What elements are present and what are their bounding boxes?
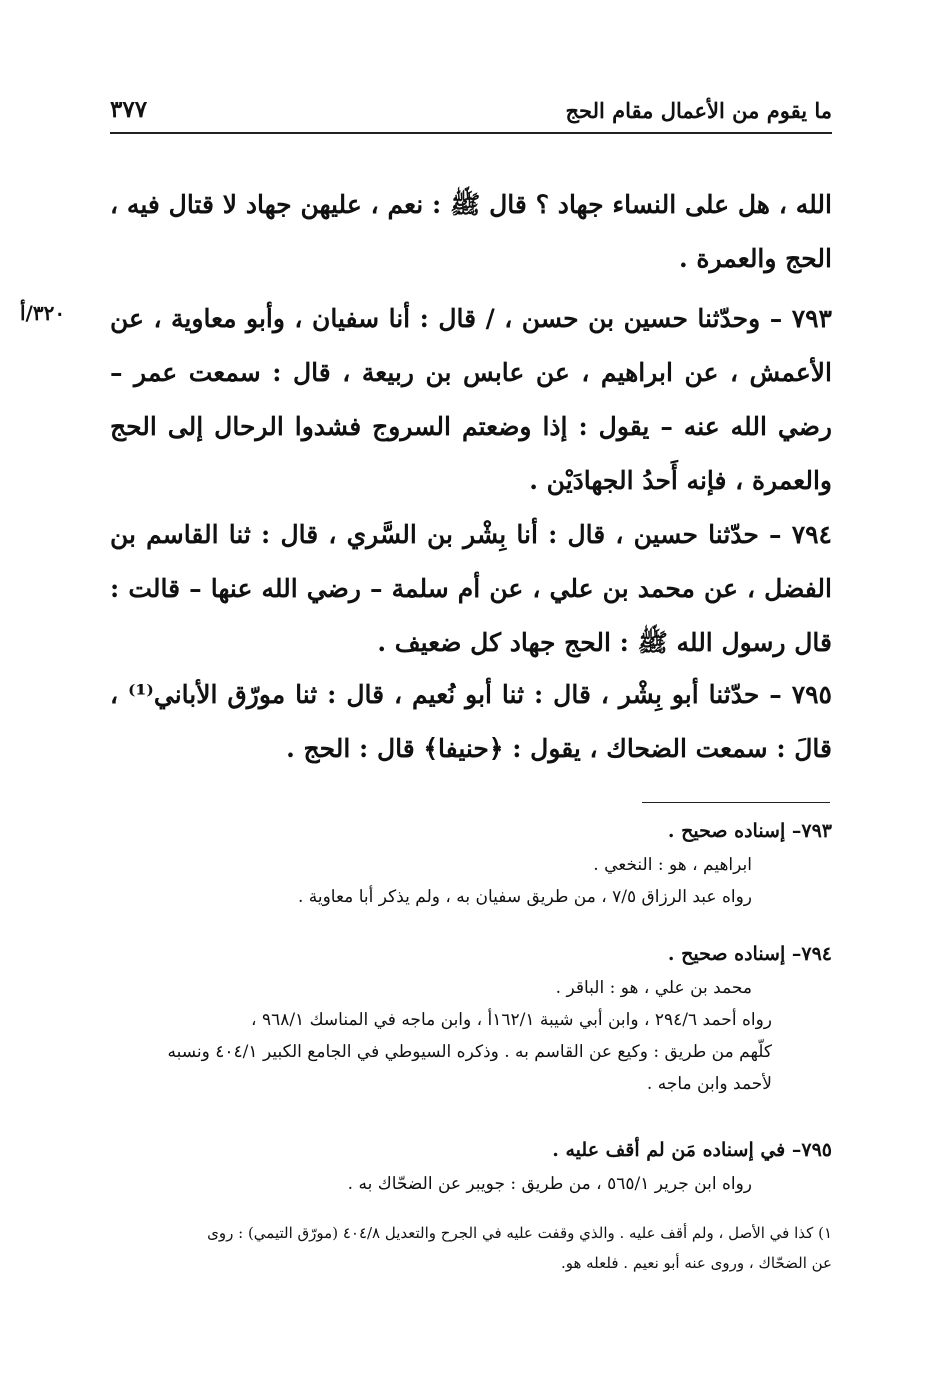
paragraph-hadith-793: ٧٩٣ – وحدّثنا حسين بن حسن ، / قال : أنا سفيان ، وأبو معاوية ، عن الأعمش ، عن ابراهيم ، عن عابس بن ربيعة ، قال : سمعت عمر – رضي الله عنه – يقول : إذا وضعتم السروج فشدوا الرحال إلى الحج والعمرة ، فإنه أَحدُ الجهادَيْن .	[110, 304, 832, 495]
running-title: ما يقوم من الأعمال مقام الحج	[565, 98, 832, 123]
note-heading: ٧٩٣– إسناده صحيح .	[667, 820, 832, 842]
note-line: رواه أحمد ٢٩٤/٦ ، وابن أبي شيبة ١٦٢/١أ ، وابن ماجه في المناسك ٩٦٨/١ ،	[251, 1010, 772, 1030]
note-heading: ٧٩٤– إسناده صحيح .	[667, 943, 832, 965]
footnote-separator	[642, 802, 830, 803]
note-line: ابراهيم ، هو : النخعي .	[593, 855, 752, 875]
note-line: رواه عبد الرزاق ٧/٥ ، من طريق سفيان به ، ولم يذكر أبا معاوية .	[297, 887, 752, 907]
footnote-line: عن الضحّاك ، وروى عنه أبو نعيم . فلعله هو.	[560, 1254, 832, 1272]
note-heading: ٧٩٥– في إسناده مَن لم أقف عليه .	[552, 1139, 832, 1161]
page-header	[110, 92, 832, 134]
manuscript-folio-reference: ٣٢٠/أ	[20, 301, 66, 325]
paragraph-hadith-794: ٧٩٤ – حدّثنا حسين ، قال : أنا بِشْر بن السَّري ، قال : ثنا القاسم بن الفضل ، عن محمد بن علي ، عن أم سلمة – رضي الله عنها – قالت : قال رسول الله ﷺ : الحج جهاد كل ضعيف .	[110, 520, 832, 657]
note-793	[110, 813, 832, 913]
note-line: لأحمد وابن ماجه .	[646, 1074, 772, 1094]
paragraph-intro: الله ، هل على النساء جهاد ؟ قال ﷺ : نعم ، عليهن جهاد لا قتال فيه ، الحج والعمرة .	[110, 190, 832, 273]
paragraph-hadith-795: ٧٩٥ – حدّثنا أبو بِشْر ، قال : ثنا أبو نُعيم ، قال : ثنا مورّق الأباني⁽¹⁾ ، قالَ : سمعت الضحاك ، يقول : ﴿حنيفا﴾ قال : الحج .	[110, 680, 832, 763]
note-line: رواه ابن جرير ٥٦٥/١ ، من طريق : جويبر عن الضحّاك به .	[347, 1174, 752, 1194]
page-number: ٣٧٧	[110, 96, 148, 123]
footnote-line: ١) كذا في الأصل ، ولم أقف عليه . والذي وقفت عليه في الجرح والتعديل ٤٠٤/٨ (مورّق التيمي) : روى	[207, 1224, 832, 1242]
note-line: محمد بن علي ، هو : الباقر .	[555, 978, 752, 998]
note-795	[110, 1132, 832, 1200]
footnote-1	[110, 1218, 832, 1278]
note-line: كلّهم من طريق : وكيع عن القاسم به . وذكره السيوطي في الجامع الكبير ٤٠٤/١ ونسبه	[167, 1042, 772, 1062]
note-794	[110, 936, 832, 1100]
